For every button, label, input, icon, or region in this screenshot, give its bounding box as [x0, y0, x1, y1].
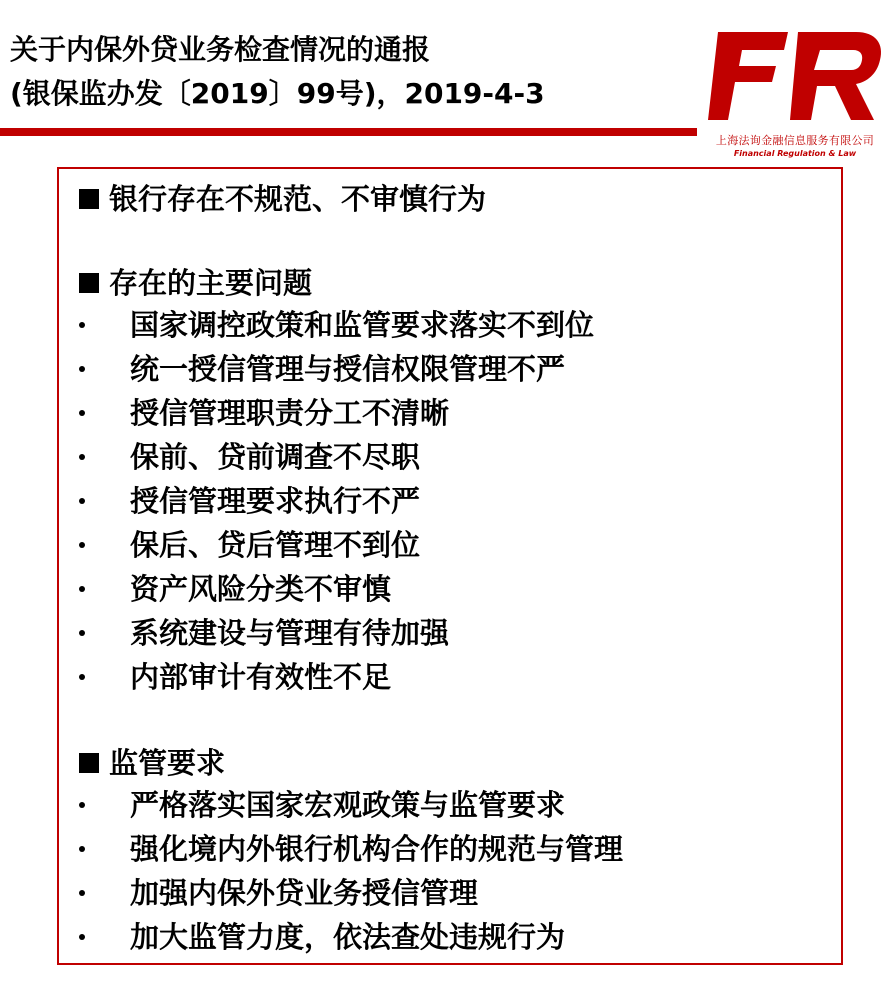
document-title	[10, 28, 690, 116]
fr-logo-icon	[706, 22, 886, 132]
list-item-text: 授信管理职责分工不清晰	[130, 396, 450, 430]
dot-bullet-icon	[79, 630, 85, 636]
dot-bullet-icon	[79, 410, 85, 416]
list-item-text: 统一授信管理与授信权限管理不严	[130, 352, 566, 386]
list-item	[77, 391, 837, 435]
spacer	[77, 699, 837, 743]
section-heading-problems	[77, 263, 837, 303]
square-bullet-icon	[79, 273, 99, 293]
company-logo	[706, 22, 886, 162]
list-item	[77, 523, 837, 567]
list-item-text: 保前、贷前调查不尽职	[130, 440, 421, 474]
list-item-text: 内部审计有效性不足	[130, 660, 392, 694]
section-heading-requirements	[77, 743, 837, 783]
list-item-text: 加强内保外贷业务授信管理	[130, 876, 479, 910]
dot-bullet-icon	[79, 322, 85, 328]
list-item-text: 保后、贷后管理不到位	[130, 528, 421, 562]
dot-bullet-icon	[79, 890, 85, 896]
list-item	[77, 479, 837, 523]
section-heading-behavior	[77, 179, 837, 219]
dot-bullet-icon	[79, 454, 85, 460]
dot-bullet-icon	[79, 846, 85, 852]
square-bullet-icon	[79, 189, 99, 209]
content-list	[77, 179, 837, 959]
list-item	[77, 303, 837, 347]
list-item-text: 严格落实国家宏观政策与监管要求	[130, 788, 566, 822]
dot-bullet-icon	[79, 542, 85, 548]
company-name-cn: 上海法询金融信息服务有限公司	[715, 134, 875, 147]
section-heading-text: 监管要求	[109, 746, 226, 780]
list-item	[77, 611, 837, 655]
dot-bullet-icon	[79, 586, 85, 592]
company-name-en: Financial Regulation & Law	[733, 149, 857, 158]
dot-bullet-icon	[79, 366, 85, 372]
list-item	[77, 655, 837, 699]
spacer	[77, 219, 837, 263]
list-item	[77, 915, 837, 959]
list-item	[77, 871, 837, 915]
content-box	[57, 167, 843, 965]
section-heading-text: 银行存在不规范、不审慎行为	[109, 182, 487, 216]
list-item-text: 系统建设与管理有待加强	[130, 616, 450, 650]
section-heading-text: 存在的主要问题	[109, 266, 313, 300]
list-item	[77, 567, 837, 611]
title-line-2: (银保监办发〔2019〕99号)，2019-4-3	[10, 77, 545, 110]
list-item	[77, 347, 837, 391]
dot-bullet-icon	[79, 674, 85, 680]
list-item-text: 加大监管力度，依法查处违规行为	[130, 920, 566, 954]
list-item	[77, 783, 837, 827]
list-item-text: 强化境内外银行机构合作的规范与管理	[130, 832, 624, 866]
list-item-text: 国家调控政策和监管要求落实不到位	[130, 308, 595, 342]
list-item	[77, 435, 837, 479]
square-bullet-icon	[79, 753, 99, 773]
dot-bullet-icon	[79, 498, 85, 504]
dot-bullet-icon	[79, 934, 85, 940]
list-item-text: 资产风险分类不审慎	[130, 572, 392, 606]
dot-bullet-icon	[79, 802, 85, 808]
list-item	[77, 827, 837, 871]
title-underline-rule	[0, 128, 697, 136]
title-line-1: 关于内保外贷业务检查情况的通报	[10, 33, 431, 66]
list-item-text: 授信管理要求执行不严	[130, 484, 421, 518]
